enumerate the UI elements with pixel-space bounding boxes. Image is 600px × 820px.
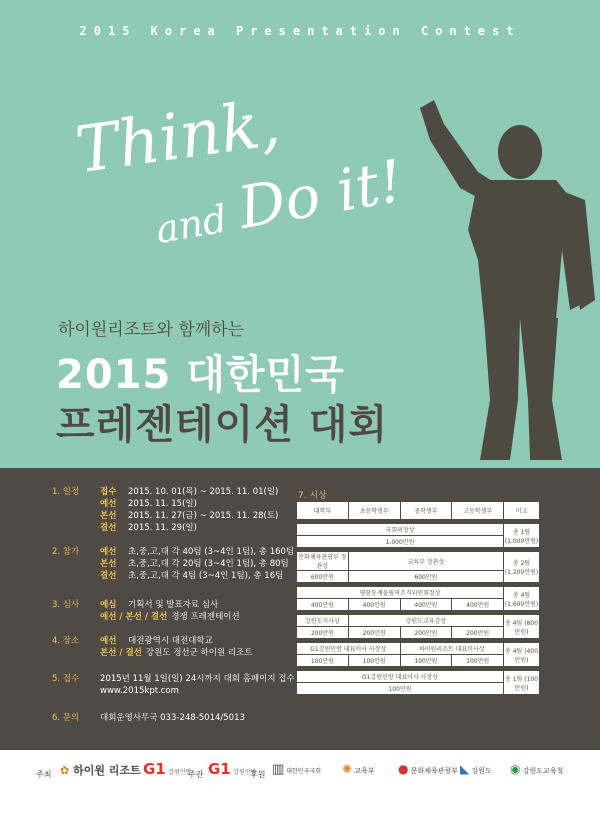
judging-key: 예선 / 본선 / 결선	[100, 612, 168, 622]
award-sixth-row	[297, 671, 540, 683]
g1-logo-sub: 강원민방	[168, 769, 192, 776]
host-label: 주최	[36, 770, 52, 779]
award-amount: 100만원	[400, 655, 452, 667]
award-name: G1강원민방 대표이사 사장상	[297, 643, 401, 655]
sponsor-gwe-logo	[510, 762, 563, 776]
awards-header-cell: 중학생부	[400, 502, 452, 520]
participation-row	[100, 546, 294, 558]
and-lettering: and	[152, 196, 231, 253]
sponsor-name: 강원도	[471, 767, 492, 775]
sponsor-label: 후원	[250, 770, 266, 779]
organizer-logo-sub: 강원민방	[233, 769, 257, 776]
g1-logo-text: G1	[143, 760, 166, 778]
assembly-icon: ▥	[272, 762, 285, 777]
award-name: 문화체육관광부 장관상	[297, 552, 349, 571]
venue-key: 본선 / 결선	[100, 648, 142, 658]
contact-label: 6. 문의	[52, 713, 80, 723]
participation-key: 결선	[100, 571, 117, 581]
schedule-value: 2015. 10. 01(목) ~ 2015. 11. 01(일)	[128, 487, 279, 497]
venue-row	[100, 635, 253, 647]
judging-row	[100, 611, 240, 623]
high1-logo-text: 하이원 리조트	[73, 764, 141, 777]
g1-logo	[143, 760, 191, 778]
award-third-row	[297, 587, 540, 599]
participation-value: 초,중,고,대 각 4팀 (3~4인 1팀), 총 16팀	[128, 571, 284, 581]
title-line-1: 2015 대한민국	[56, 352, 345, 398]
award-amount: 100만원	[297, 683, 504, 695]
awards-header-cell: 고등학생부	[452, 502, 504, 520]
high1-mark-icon: ✿	[60, 764, 70, 777]
awards-table	[296, 501, 540, 695]
judging-value: 기획서 및 발표자료 심사	[128, 600, 219, 610]
award-amount: 200만원	[297, 627, 349, 639]
judging-value: 경쟁 프레젠테이션	[171, 612, 240, 622]
organizer-label: 주관	[188, 770, 204, 779]
award-amount: 400만원	[297, 599, 349, 611]
award-amount: 100만원	[297, 655, 349, 667]
award-second-amount-row	[297, 571, 540, 583]
participation-section	[52, 546, 294, 582]
award-name: 평창동계올림픽조직위원회장상	[297, 587, 504, 599]
sponsor-name: 강원도교육청	[522, 767, 564, 775]
high1-resort-logo	[60, 762, 141, 778]
participation-label: 2. 참가	[52, 547, 80, 557]
participation-value: 초,중,고,대 각 40팀 (3~4인 1팀), 총 160팀	[128, 547, 295, 557]
judging-section	[52, 599, 240, 623]
sponsor-moe-logo	[342, 762, 375, 776]
award-amount: 200만원	[400, 627, 452, 639]
award-grand-row	[297, 524, 540, 536]
sponsor-mcst-logo	[398, 762, 458, 776]
judging-row	[100, 599, 240, 611]
award-note: 총 4팀 (1,600만원)	[504, 587, 540, 611]
award-amount: 1,000만원	[297, 536, 504, 548]
schedule-key: 결선	[100, 523, 117, 533]
sponsor-assembly-logo	[272, 762, 321, 777]
presenter-silhouette	[380, 100, 600, 468]
award-note: 총 2팀 (1,200만원)	[504, 552, 540, 583]
awards-header-cell: 비고	[504, 502, 540, 520]
award-name: 강원도지사상	[297, 615, 349, 627]
award-amount: 100만원	[452, 655, 504, 667]
schedule-row	[100, 522, 278, 534]
venue-row	[100, 647, 253, 659]
award-amount: 200만원	[452, 627, 504, 639]
award-name: G1강원민방 대표이사 사장상	[297, 671, 504, 683]
schedule-value: 2015. 11. 15(일)	[128, 499, 197, 509]
award-grand-amount-row	[297, 536, 540, 548]
schedule-label: 1. 일정	[52, 487, 80, 497]
schedule-row	[100, 498, 278, 510]
award-amount: 100만원	[348, 655, 400, 667]
schedule-row	[100, 486, 278, 498]
award-amount: 600만원	[297, 571, 349, 583]
sponsor-name: 대한민국국회	[286, 768, 321, 775]
awards-header-cell: 대학부	[297, 502, 349, 520]
award-fourth-row	[297, 615, 540, 627]
award-amount: 400만원	[348, 599, 400, 611]
apply-section	[52, 673, 295, 697]
participation-row	[100, 558, 294, 570]
participation-row	[100, 570, 294, 582]
judging-key: 예심	[100, 600, 117, 610]
apply-label: 5. 접수	[52, 674, 80, 684]
venue-value: 강원도 정선군 하이원 리조트	[145, 648, 253, 658]
schedule-value: 2015. 11. 27(금) ~ 2015. 11. 28(토)	[128, 511, 279, 521]
schedule-key: 본선	[100, 511, 117, 521]
website-link[interactable]: www.2015kpt.com	[100, 686, 179, 696]
participation-key: 예선	[100, 547, 117, 557]
award-third-amount-row	[297, 599, 540, 611]
apply-value: 2015년 11월 1일(일) 24시까지 대회 홈페이지 접수	[100, 674, 295, 684]
contest-english-title: 2015 Korea Presentation Contest	[79, 24, 521, 38]
sponsor-name: 교육부	[354, 767, 375, 775]
award-note: 총 1팀 (100만원)	[504, 671, 540, 695]
sponsor-gangwon-logo	[460, 762, 492, 776]
award-note: 총 1팀 (1,000만원)	[504, 524, 540, 548]
award-amount: 600만원	[348, 571, 503, 583]
sponsor-name: 문화체육관광부	[410, 767, 459, 775]
schedule-value: 2015. 11. 29(일)	[128, 523, 197, 533]
awards-header-row	[297, 502, 540, 520]
moe-icon: ✺	[342, 762, 353, 776]
award-note: 총 4팀 (400만원)	[504, 643, 540, 667]
awards-title: 7. 시상	[298, 491, 327, 501]
gangwon-icon: ◣	[460, 762, 470, 776]
contact-row	[100, 712, 245, 724]
think-lettering: Think,	[71, 86, 285, 189]
footer	[0, 750, 600, 820]
apply-row[interactable]	[100, 685, 295, 697]
schedule-key: 접수	[100, 487, 117, 497]
venue-value: 대전광역시 대전대학교	[128, 636, 213, 646]
venue-label: 4. 장소	[52, 636, 80, 646]
apply-row	[100, 673, 295, 685]
organizer-logo-text: G1	[208, 760, 231, 778]
title-line-2: 프레젠테이션 대회	[56, 402, 389, 448]
award-amount: 400만원	[452, 599, 504, 611]
award-second-row	[297, 552, 540, 571]
award-note: 총 4팀 (800만원)	[504, 615, 540, 639]
participation-key: 본선	[100, 559, 117, 569]
venue-section	[52, 635, 253, 659]
hero-subtitle: 하이원리조트와 함께하는	[58, 320, 245, 340]
award-fourth-amount-row	[297, 627, 540, 639]
schedule-key: 예선	[100, 499, 117, 509]
venue-key: 예선	[100, 636, 117, 646]
award-name: 강원도교육감상	[348, 615, 503, 627]
award-sixth-amount-row	[297, 683, 540, 695]
do-it-text: Do it!	[233, 146, 408, 243]
schedule-section	[52, 486, 278, 534]
award-amount: 400만원	[400, 599, 452, 611]
mcst-icon: ●	[398, 762, 409, 776]
contact-section	[52, 712, 245, 724]
award-fifth-row	[297, 643, 540, 655]
award-name: 하이원리조트 대표이사상	[400, 643, 504, 655]
award-fifth-amount-row	[297, 655, 540, 667]
schedule-row	[100, 510, 278, 522]
participation-value: 초,중,고,대 각 20팀 (3~4인 1팀), 총 80팀	[128, 559, 289, 569]
contact-value: 대회운영사무국 033-248-5014/5013	[100, 713, 245, 723]
judging-label: 3. 심사	[52, 600, 80, 610]
award-name: 국회의장상	[297, 524, 504, 536]
awards-header-cell: 초등학생부	[348, 502, 400, 520]
gwe-icon: ◉	[510, 762, 521, 776]
award-amount: 200만원	[348, 627, 400, 639]
award-name: 교육부 장관상	[348, 552, 503, 571]
